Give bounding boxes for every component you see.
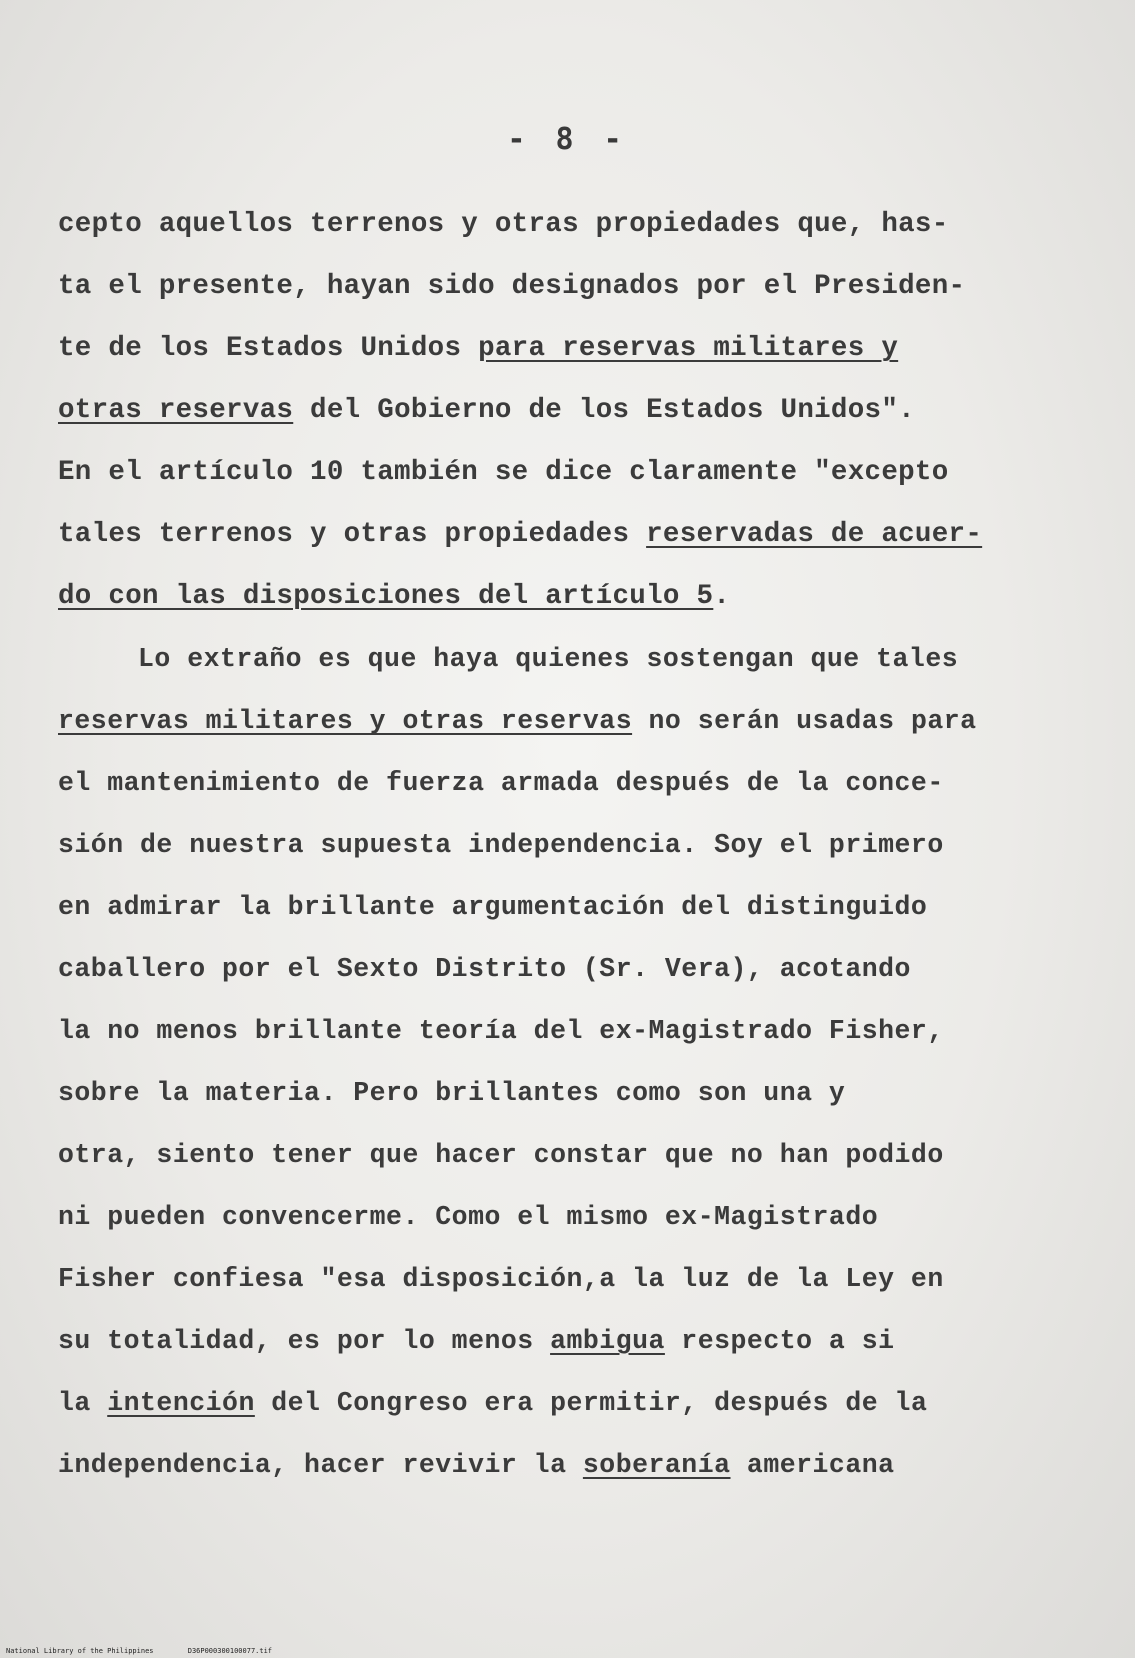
text-segment: otra, siento tener que hacer constar que no han podido [58,1140,944,1170]
text-segment: respecto a si [664,1326,895,1356]
text-segment: Fisher confiesa "esa disposición,a la luz de la Ley en [58,1264,944,1294]
text-segment: sión de nuestra supuesta independencia. Soy el primero [58,830,944,860]
text-segment: americana [730,1450,895,1480]
underlined-phrase: ambigua [550,1326,665,1356]
text-line [58,1186,1078,1248]
text-segment: la [58,1388,108,1418]
underlined-phrase: do con las disposiciones del artículo 5 [58,581,714,612]
underlined-phrase: intención [107,1388,255,1418]
text-segment: el mantenimiento de fuerza armada después de la conce- [58,768,944,798]
text-segment: caballero por el Sexto Distrito (Sr. Vera), acotando [58,954,911,984]
text-segment: en admirar la brillante argumentación del distinguido [58,892,928,922]
text-segment: del Congreso era permitir, después de la [254,1388,928,1418]
text-line [58,628,1078,690]
text-segment: . [713,581,731,612]
text-line [58,504,1078,566]
underlined-phrase: otras reservas [58,395,294,426]
text-line [58,1000,1078,1062]
document-body [58,194,1078,1496]
text-segment: sobre la materia. Pero brillantes como son una y [58,1078,846,1108]
text-line [58,1310,1078,1372]
page-number: - 8 - [507,122,628,157]
text-line [58,256,1078,318]
text-segment: Lo extraño es que haya quienes sostengan que tales [138,644,959,674]
text-line [58,938,1078,1000]
text-line [58,566,1078,628]
text-line [58,1248,1078,1310]
text-segment: la no menos brillante teoría del ex-Magistrado Fisher, [58,1016,944,1046]
text-line [58,752,1078,814]
text-segment: ta el presente, hayan sido designados por el Presiden- [58,271,966,302]
underlined-phrase: soberanía [582,1450,731,1480]
underlined-phrase: reservadas de acuer- [646,519,983,550]
file-id: D36P000300100077.tif [187,1647,273,1655]
text-line [58,876,1078,938]
text-line [58,1124,1078,1186]
text-line [58,380,1078,442]
text-line [58,194,1078,256]
text-segment: ni pueden convencerme. Como el mismo ex-Magistrado [58,1202,879,1232]
underlined-phrase: reservas militares y otras reservas [58,706,633,736]
text-line [58,690,1078,752]
text-line [58,442,1078,504]
text-segment: independencia, hacer revivir la [58,1450,583,1480]
text-line [58,1434,1078,1496]
text-segment: no serán usadas para [632,706,977,736]
text-segment: cepto aquellos terrenos y otras propiedades que, has- [58,209,949,240]
text-segment: del Gobierno de los Estados Unidos". [293,395,915,426]
text-segment: En el artículo 10 también se dice claramente "excepto [58,457,949,488]
text-line [58,814,1078,876]
text-line [58,1062,1078,1124]
underlined-phrase: para reservas militares y [478,333,899,364]
library-credit: National Library of the Philippines [6,1647,154,1655]
text-line [58,1372,1078,1434]
scan-footer [6,1647,302,1655]
text-line [58,318,1078,380]
text-segment: tales terrenos y otras propiedades [58,519,647,550]
text-segment: su totalidad, es por lo menos [58,1326,551,1356]
text-segment: te de los Estados Unidos [58,333,479,364]
